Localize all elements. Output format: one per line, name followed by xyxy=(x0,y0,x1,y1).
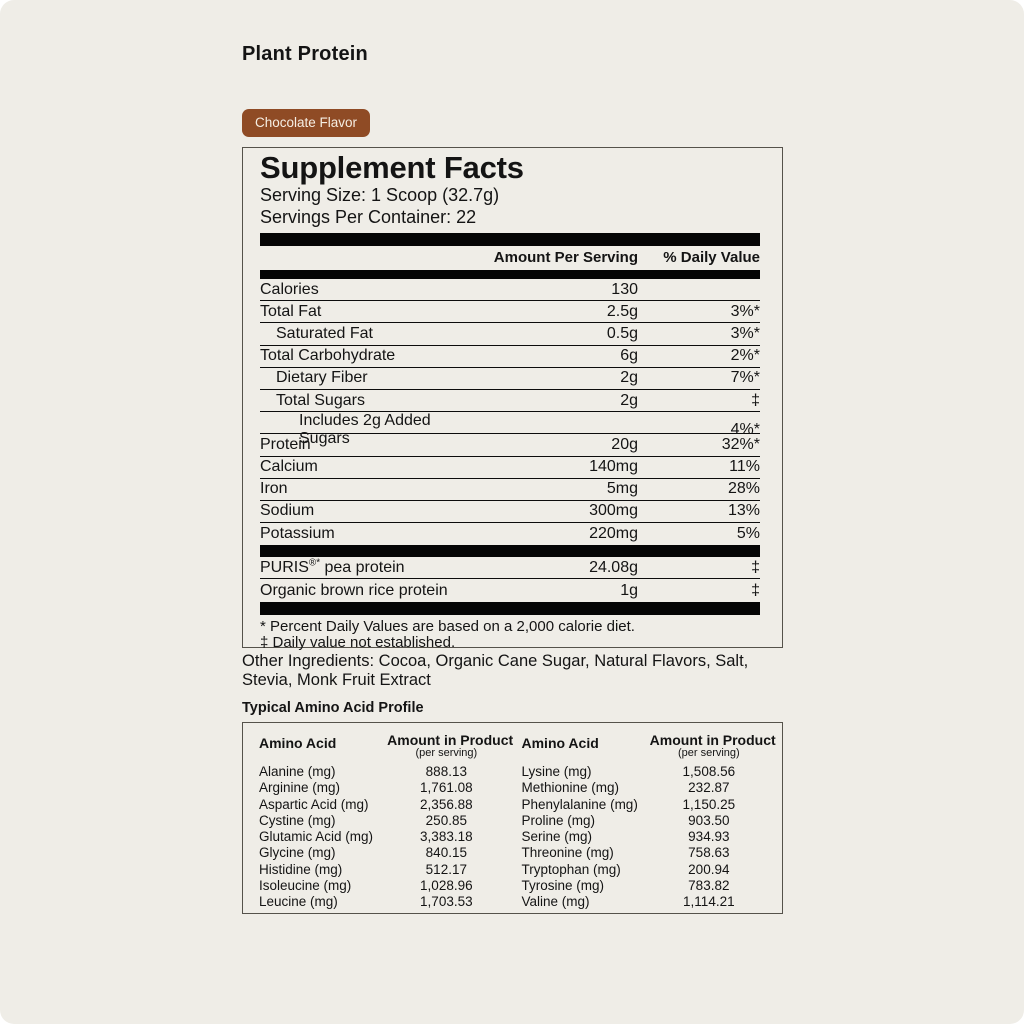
trademark-symbol: ®* xyxy=(308,557,321,569)
amino-amount: 1,703.53 xyxy=(420,894,473,910)
nutrient-name: Calcium xyxy=(260,458,318,476)
amino-row xyxy=(259,764,506,780)
amount-in-product-label: Amount in Product xyxy=(649,732,776,748)
amino-row xyxy=(259,780,506,796)
nutrient-dv: ‡ xyxy=(751,391,760,409)
nutrient-dv: 3%* xyxy=(730,302,760,320)
facts-row xyxy=(260,346,760,368)
thick-divider xyxy=(260,602,760,615)
nutrient-name: Protein xyxy=(260,435,311,453)
amino-row xyxy=(259,813,506,829)
amino-row xyxy=(522,764,769,780)
nutrient-dv: 2%* xyxy=(730,347,760,365)
amino-name: Isoleucine (mg) xyxy=(259,878,352,894)
amino-name: Proline (mg) xyxy=(521,812,596,828)
nutrient-name xyxy=(260,582,463,600)
nutrient-dv: 3%* xyxy=(730,324,760,342)
amino-name: Glycine (mg) xyxy=(259,845,336,861)
amino-name: Threonine (mg) xyxy=(521,845,614,861)
supplement-facts-title: Supplement Facts xyxy=(260,150,524,185)
nutrient-dv: 13% xyxy=(727,502,760,520)
amino-amount: 758.63 xyxy=(688,845,730,861)
servings-per-container: Servings Per Container: 22 xyxy=(260,206,477,227)
medium-divider xyxy=(260,270,760,279)
amino-row xyxy=(522,862,769,878)
nutrient-dv: 4%* xyxy=(730,421,760,439)
nutrient-dv: 32%* xyxy=(721,435,760,453)
nutrient-name: Saturated Fat xyxy=(276,324,373,342)
amino-row xyxy=(522,829,769,845)
amino-row xyxy=(522,813,769,829)
amino-amount: 512.17 xyxy=(425,861,467,877)
amino-amount: 250.85 xyxy=(425,812,467,828)
other-ingredients: Other Ingredients: Cocoa, Organic Cane Sugar, Natural Flavors, Salt, Stevia, Monk Fruit Extract xyxy=(242,652,749,689)
amino-name: Aspartic Acid (mg) xyxy=(259,796,369,812)
amino-amount: 1,114.21 xyxy=(683,894,735,910)
facts-row xyxy=(260,457,760,479)
product-title: Plant Protein xyxy=(242,43,368,65)
amino-name: Arginine (mg) xyxy=(259,780,341,796)
daily-value-header: % Daily Value xyxy=(663,249,760,266)
facts-row xyxy=(260,390,760,412)
per-serving-label: (per serving) xyxy=(415,747,478,759)
amino-row xyxy=(259,862,506,878)
amino-row xyxy=(259,797,506,813)
nutrient-name xyxy=(260,559,463,577)
facts-row xyxy=(260,301,760,323)
amino-name: Alanine (mg) xyxy=(259,764,336,779)
amino-amount: 3,383.18 xyxy=(420,829,473,845)
amino-name: Tryptophan (mg) xyxy=(521,861,621,877)
flavor-badge[interactable]: Chocolate Flavor xyxy=(242,109,370,137)
nutrient-name: Total Sugars xyxy=(276,391,365,409)
proprietary-rows xyxy=(260,557,760,601)
amino-column-headers xyxy=(521,732,776,759)
nutrient-amount: 24.08g xyxy=(589,558,638,576)
amino-name: Phenylalanine (mg) xyxy=(521,796,638,812)
nutrient-name-part: Organic brown rice protein xyxy=(260,581,448,599)
amino-amount: 200.94 xyxy=(688,861,730,877)
amino-row xyxy=(259,829,506,845)
amount-in-product-header xyxy=(387,732,514,759)
nutrient-amount: 2g xyxy=(620,391,638,409)
amino-name: Glutamic Acid (mg) xyxy=(259,829,374,845)
amino-row xyxy=(522,845,769,861)
amino-amount: 888.13 xyxy=(425,764,467,779)
nutrient-name: Dietary Fiber xyxy=(276,369,368,387)
facts-column-headers xyxy=(260,246,760,270)
footnote-daily-value: ‡ Daily value not established. xyxy=(260,634,456,652)
nutrient-amount: 130 xyxy=(611,280,638,298)
nutrient-amount: 140mg xyxy=(589,458,638,476)
amino-group-right xyxy=(521,732,776,913)
nutrient-dv: ‡ xyxy=(751,581,760,599)
per-serving-label: (per serving) xyxy=(677,747,740,759)
amino-row xyxy=(522,780,769,796)
amino-row xyxy=(259,878,506,894)
facts-row xyxy=(260,434,760,456)
nutrient-dv: 11% xyxy=(729,458,760,476)
amino-amount: 903.50 xyxy=(688,812,730,828)
amino-amount: 783.82 xyxy=(688,878,730,894)
amino-amount: 1,508.56 xyxy=(682,764,736,779)
nutrient-amount: 220mg xyxy=(589,525,638,543)
nutrient-name: Calories xyxy=(260,280,319,298)
amino-acid-header: Amino Acid xyxy=(521,735,599,751)
facts-row xyxy=(260,557,760,579)
amino-name: Histidine (mg) xyxy=(259,861,343,877)
nutrient-name: Total Carbohydrate xyxy=(260,347,396,365)
amino-amount: 232.87 xyxy=(688,780,730,796)
thick-divider xyxy=(260,545,760,557)
facts-row xyxy=(260,523,760,545)
nutrient-name: Sodium xyxy=(260,502,315,520)
thick-divider xyxy=(260,233,760,246)
amino-amount: 1,761.08 xyxy=(420,780,473,796)
amino-name: Tyrosine (mg) xyxy=(521,878,605,894)
amino-name: Methionine (mg) xyxy=(521,780,620,796)
amino-group-left xyxy=(259,732,514,913)
amino-profile-table xyxy=(242,722,783,914)
amount-in-product-header xyxy=(649,732,776,759)
nutrient-amount: 2g xyxy=(620,369,638,387)
supplement-facts-panel xyxy=(242,147,783,652)
nutrient-name: Iron xyxy=(260,480,288,498)
amino-name: Valine (mg) xyxy=(521,894,590,910)
nutrient-name: Potassium xyxy=(260,525,335,543)
amino-row xyxy=(259,894,506,910)
nutrient-amount: 2.5g xyxy=(606,302,638,320)
amino-row xyxy=(522,878,769,894)
amino-amount: 1,028.96 xyxy=(420,878,473,894)
nutrient-dv: 7%* xyxy=(730,369,760,387)
facts-row xyxy=(260,323,760,345)
amount-in-product-label: Amount in Product xyxy=(387,732,514,748)
serving-size: Serving Size: 1 Scoop (32.7g) xyxy=(260,185,500,205)
amino-name: Lysine (mg) xyxy=(521,764,592,779)
amino-row xyxy=(259,845,506,861)
amino-amount: 840.15 xyxy=(425,845,467,861)
nutrient-amount: 1g xyxy=(620,581,638,599)
amino-rows-right xyxy=(522,764,769,911)
nutrient-name: Total Fat xyxy=(260,302,322,320)
amino-row xyxy=(522,894,769,910)
amino-row xyxy=(522,797,769,813)
nutrient-name-part: PURIS xyxy=(260,558,309,576)
amino-acid-header: Amino Acid xyxy=(259,735,337,751)
amino-amount: 2,356.88 xyxy=(420,796,473,812)
amount-per-serving-header: Amount Per Serving xyxy=(493,249,638,266)
nutrient-name: Includes 2g Added Sugars xyxy=(299,412,431,448)
facts-row xyxy=(260,501,760,523)
facts-rows xyxy=(260,279,760,545)
nutrient-dv: 5% xyxy=(736,525,760,543)
amino-column-headers xyxy=(259,732,514,759)
facts-row xyxy=(260,368,760,390)
facts-row xyxy=(260,279,760,301)
nutrient-dv: ‡ xyxy=(751,558,760,576)
amino-amount: 1,150.25 xyxy=(682,796,736,812)
facts-row xyxy=(260,479,760,501)
nutrient-amount: 20g xyxy=(611,435,638,453)
nutrient-amount: 0.5g xyxy=(606,324,638,342)
nutrient-amount: 6g xyxy=(620,347,638,365)
nutrient-amount: 300mg xyxy=(589,502,638,520)
amino-name: Leucine (mg) xyxy=(259,894,338,910)
amino-rows-left xyxy=(259,764,506,911)
amino-profile-title: Typical Amino Acid Profile xyxy=(242,700,424,716)
footnote-percent-dv: * Percent Daily Values are based on a 2,000 calorie diet. xyxy=(260,617,635,635)
spacer xyxy=(260,249,463,266)
nutrient-amount: 5mg xyxy=(606,480,638,498)
nutrient-dv: 28% xyxy=(727,480,760,498)
amino-amount: 934.93 xyxy=(688,829,730,845)
facts-row xyxy=(260,579,760,601)
amino-name: Cystine (mg) xyxy=(259,812,336,828)
nutrient-name-part: pea protein xyxy=(320,558,405,576)
amino-name: Serine (mg) xyxy=(521,829,593,845)
